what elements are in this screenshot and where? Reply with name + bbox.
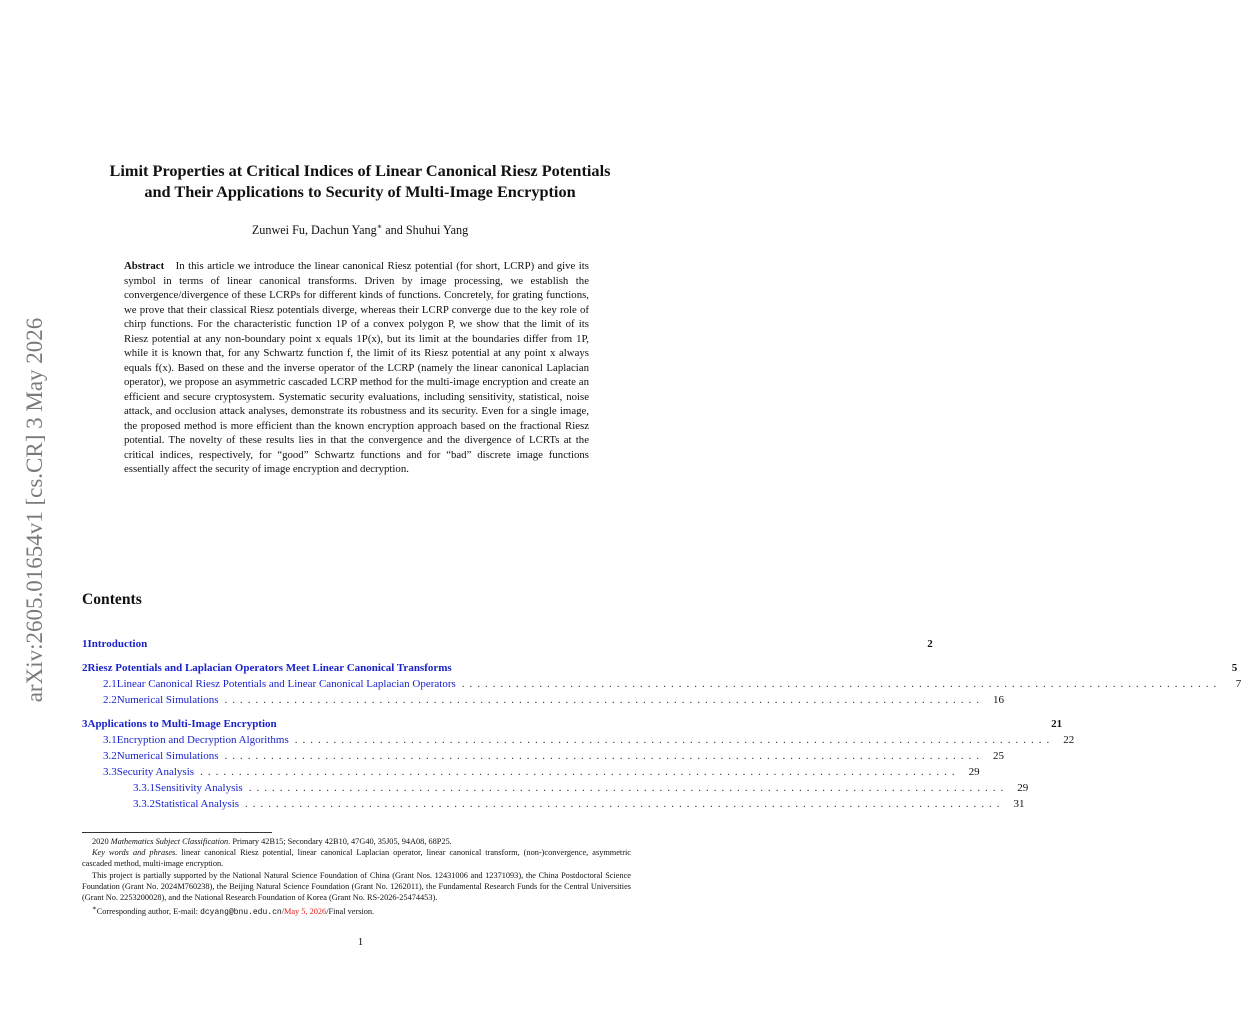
toc-leader: .................................................................................................. <box>461 678 1222 690</box>
toc-number: 3.2 <box>103 750 117 762</box>
corresponding-email[interactable]: dcyang@bnu.edu.cn <box>200 907 282 917</box>
footnote-rule <box>82 832 272 833</box>
toc-entry[interactable] <box>82 660 1238 676</box>
toc-number: 3.1 <box>103 734 117 746</box>
toc-leader: .................................................................................................. <box>245 798 1005 810</box>
corresponding-footnote-mark: ∗ <box>92 905 97 913</box>
contents-heading: Contents <box>82 591 142 608</box>
toc-link[interactable]: Statistical Analysis <box>155 798 240 810</box>
title-line-2: and Their Applications to Security of Multi-Image Encryption <box>144 182 576 201</box>
toc-number: 2.2 <box>103 694 117 706</box>
toc-link[interactable]: Numerical Simulations <box>116 750 219 762</box>
abstract-body: In this article we introduce the linear canonical Riesz potential (for short, LCRP) and give its symbol in terms of linear canonical transforms. Driven by image processing, we establish the convergence/divergence of these LCRPs for different kinds of functions. Concretely, for grating functions, we prove that their classical Riesz potentials diverge, whereas their LCRP converge due to the key role of chirp functions. For the characteristic function 1P of a convex polygon P, we show that the limit of its Riesz potential at any non-boundary point x equals 1P(x), but its limit at the boundaries differ from 1P, while it is known that, for any Schwartz function f, the limit of its Riesz potential at any point x always equals f(x). Based on these and the inverse operator of the LCRP (namely the linear canonical Laplacian operator), we propose an asymmetric cascaded LCRP method for the multi-image encryption and create an efficient and secure cryptosystem. Systematic security evaluations, including sensitivity, statistical, noise attack, and occlusion attack analyses, demonstrate its robustness and its security. Even for a single image, the proposed method is more efficient than the known encryption approach based on the fractional Riesz potential. The novelty of these results lies in that the convergence and the divergence of LCRTs at the critical indices, respectively, for “good” Schwartz functions and for “bad” discrete image functions essentially affect the security of image encryption and decryption. <box>124 260 589 475</box>
author-list <box>60 222 660 238</box>
authors-names: Zunwei Fu, Dachun Yang <box>251 223 377 238</box>
footnote-keywords <box>82 847 631 869</box>
toc-number: 2 <box>82 662 88 674</box>
toc-link[interactable]: Encryption and Decryption Algorithms <box>116 734 289 746</box>
toc-page: 7 <box>1235 678 1241 690</box>
arxiv-stamp-text: arXiv:2605.01654v1 [cs.CR] 3 May 2026 <box>22 317 47 703</box>
keywords-label: Key words and phrases. <box>92 848 178 858</box>
msc-label: Mathematics Subject Classification. <box>110 837 231 846</box>
toc-leader: .................................................................................................. <box>224 750 984 762</box>
toc-page: 5 <box>1231 662 1238 674</box>
footnote-support: This project is partially supported by the National Natural Science Foundation of China (Grant Nos. 12431006 and 12371093), the China Postdoctoral Science Foundation (Grant No. 2024M760238), the Beijing Natural Science Foundation (Grant No. 1262011), the Fundamental Research Funds for the Central Universities (Grant No. 2253200028), and the National Research Foundation of Korea (Grant No. RS-2026-25474453). <box>82 870 631 903</box>
abstract-heading: Abstract <box>124 260 165 272</box>
version-date: May 5, 2026 <box>284 906 327 916</box>
paper-title <box>60 160 660 202</box>
toc-entry[interactable] <box>82 676 1241 692</box>
toc-entry[interactable] <box>82 748 1004 764</box>
page-number: 1 <box>357 936 364 948</box>
version-suffix: /Final version. <box>326 906 375 916</box>
toc-link[interactable]: Riesz Potentials and Laplacian Operators Meet Linear Canonical Transforms <box>87 662 452 674</box>
footnote-msc <box>82 836 631 847</box>
toc-entry[interactable] <box>82 716 1063 732</box>
table-of-contents <box>82 636 1241 812</box>
toc-leader: .................................................................................................. <box>224 694 984 706</box>
toc-page: 25 <box>992 750 1004 762</box>
toc-entry[interactable] <box>82 764 980 780</box>
toc-number: 3 <box>82 718 88 730</box>
toc-entry[interactable] <box>82 636 933 652</box>
toc-link[interactable]: Introduction <box>87 638 148 650</box>
toc-number: 3.3 <box>103 766 117 778</box>
toc-link[interactable]: Linear Canonical Riesz Potentials and Linear Canonical Laplacian Operators <box>116 678 456 690</box>
toc-entry[interactable] <box>82 732 1075 748</box>
corresponding-slash: / <box>281 906 284 916</box>
footnote-corresponding <box>82 903 631 918</box>
toc-leader: .................................................................................................. <box>200 766 960 778</box>
toc-link[interactable]: Security Analysis <box>116 766 195 778</box>
toc-page: 16 <box>992 694 1004 706</box>
title-line-1: Limit Properties at Critical Indices of Linear Canonical Riesz Potentials <box>109 161 611 180</box>
corresponding-mark: ∗ <box>376 222 383 231</box>
toc-number: 3.3.1 <box>133 782 155 794</box>
toc-page: 2 <box>927 638 933 650</box>
keywords-text: linear canonical Riesz potential, linear canonical Laplacian operator, linear canonical transform, (non-)convergence, asymmetric cascaded method, multi-image encryption. <box>82 848 631 869</box>
toc-link[interactable]: Numerical Simulations <box>116 694 219 706</box>
toc-link[interactable]: Sensitivity Analysis <box>155 782 243 794</box>
toc-page: 22 <box>1063 734 1075 746</box>
toc-leader: .................................................................................................. <box>294 734 1055 746</box>
authors-rest: and Shuhui Yang <box>382 223 469 238</box>
toc-page: 31 <box>1013 798 1025 810</box>
footnotes <box>82 836 631 918</box>
toc-entry[interactable] <box>82 692 1004 708</box>
toc-link[interactable]: Applications to Multi-Image Encryption <box>87 718 277 730</box>
toc-page: 29 <box>968 766 980 778</box>
toc-number: 1 <box>82 638 88 650</box>
toc-page: 29 <box>1017 782 1029 794</box>
toc-leader: .................................................................................................. <box>248 782 1009 794</box>
toc-number: 3.3.2 <box>133 798 155 810</box>
toc-number: 2.1 <box>103 678 117 690</box>
arxiv-stamp <box>11 300 53 720</box>
corresponding-prefix: Corresponding author, E-mail: <box>96 906 201 916</box>
toc-page: 21 <box>1051 718 1063 730</box>
toc-entry[interactable] <box>82 780 1029 796</box>
toc-entry[interactable] <box>82 796 1025 812</box>
msc-year: 2020 <box>92 837 109 846</box>
msc-text: Primary 42B15; Secondary 42B10, 47G40, 35J05, 94A08, 68P25. <box>230 837 452 846</box>
abstract <box>124 259 589 477</box>
